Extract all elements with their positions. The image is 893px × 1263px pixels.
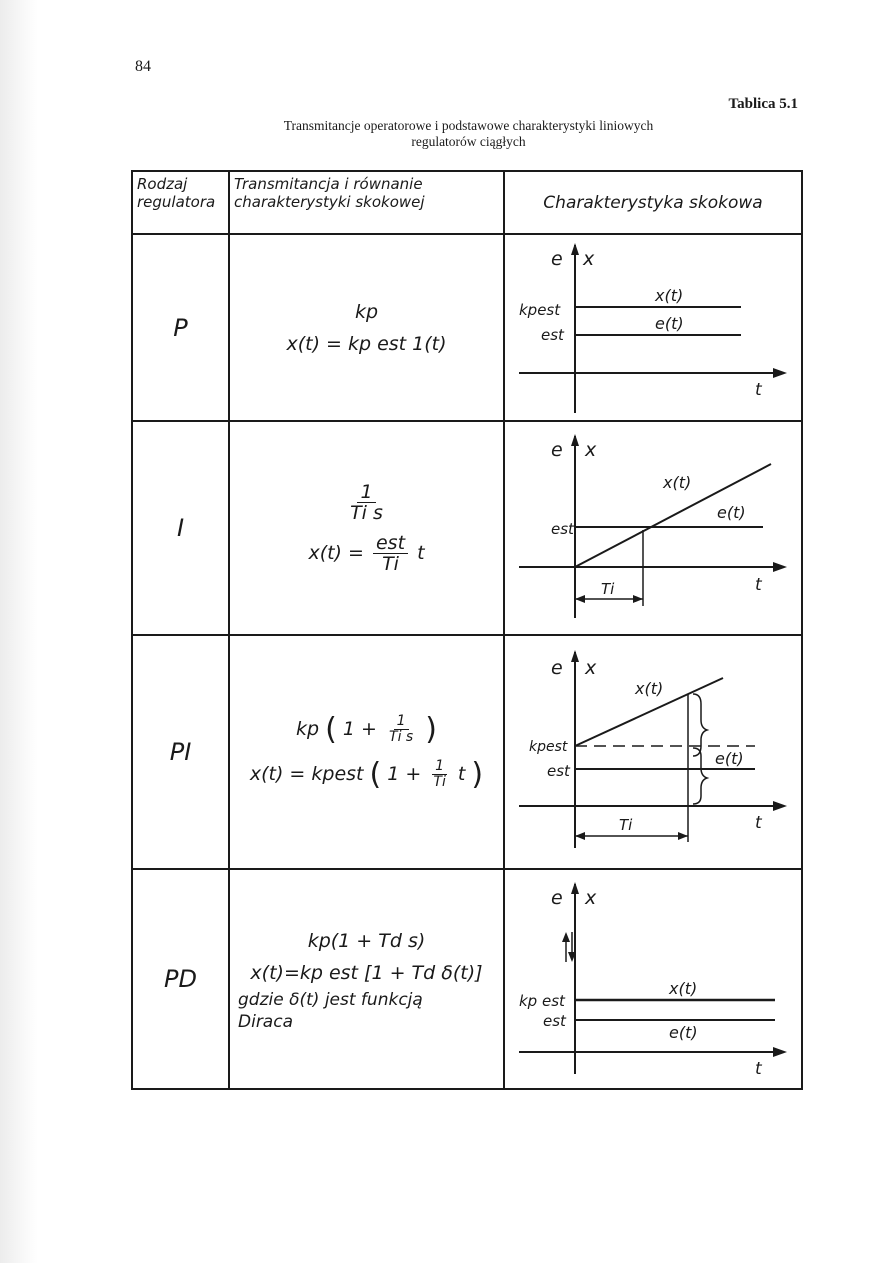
i-curve-x: x(t) <box>663 473 692 492</box>
paren-open: ( <box>369 757 382 792</box>
pi-step-chart <box>505 636 801 868</box>
row-pi-equation-num: 1 <box>432 759 447 775</box>
p-curve-x: x(t) <box>655 286 684 305</box>
row-pd-equation: x(t)=kp est [1 + Td δ(t)] <box>250 962 483 984</box>
header-step-response <box>505 172 801 235</box>
regulator-table <box>131 170 803 1090</box>
header-transfer-function <box>230 172 505 235</box>
row-i-equation-rhs: t <box>417 542 425 564</box>
i-ti-arrow-right <box>633 595 643 603</box>
header-col3: Charakterystyka skokowa <box>543 192 763 213</box>
pi-label-est: est <box>547 762 570 780</box>
pd-axis-x: x <box>585 887 597 909</box>
row-pi-type: PI <box>133 636 230 870</box>
header-col2-line2: charakterystyki skokowej <box>234 193 425 211</box>
p-axis-x: x <box>583 248 595 270</box>
row-i-equation-num: est <box>373 533 408 554</box>
paren-open: ( <box>325 712 337 747</box>
caption-line-2: regulatorów ciągłych <box>411 134 526 149</box>
row-p-transfer: kp <box>354 300 379 323</box>
i-interval-ti: Ti <box>601 580 615 598</box>
row-pi-equation-lhs: x(t) = kpest <box>249 763 364 785</box>
row-i-equation-fraction <box>373 533 408 574</box>
row-pi-chart <box>505 636 801 870</box>
p-time-arrowhead <box>773 368 787 378</box>
row-pi-equation-one: 1 + <box>387 763 422 785</box>
row-pd-note-line2: Diraca <box>238 1012 293 1032</box>
pi-axis-t: t <box>755 813 762 833</box>
row-pi-transfer-prefix: kp <box>296 718 320 740</box>
i-axis-t: t <box>755 575 762 595</box>
header-col2-line1: Transmitancja i równanie <box>234 175 423 193</box>
pi-curve-e: e(t) <box>715 749 744 768</box>
p-label-est: est <box>541 326 564 344</box>
p-axis-e: e <box>551 248 563 270</box>
pi-vertical-arrowhead <box>571 650 579 662</box>
row-pi-transfer-num: 1 <box>394 714 409 730</box>
pi-ti-arrow-left <box>575 832 585 840</box>
row-pd-type: PD <box>133 870 230 1088</box>
scan-shadow <box>0 0 38 1263</box>
row-p-type: P <box>133 235 230 422</box>
paren-close: ) <box>425 712 437 747</box>
i-vertical-arrowhead <box>571 434 579 446</box>
row-pd-note <box>238 989 423 1033</box>
i-axis-e: e <box>551 439 563 461</box>
pd-label-est: est <box>543 1012 566 1030</box>
pd-step-chart <box>505 870 801 1080</box>
i-step-chart <box>505 422 801 634</box>
row-i-type: I <box>133 422 230 636</box>
table-caption <box>200 118 737 150</box>
row-pi-transfer-one: 1 + <box>342 718 377 740</box>
i-axis-x: x <box>585 439 597 461</box>
header-col1-line1: Rodzaj <box>137 175 188 193</box>
header-regulator-type <box>133 172 230 235</box>
pi-ti-arrow-right <box>678 832 688 840</box>
page-number: 84 <box>135 58 151 75</box>
row-i-equation-den: Ti <box>382 553 399 575</box>
row-pd-chart <box>505 870 801 1088</box>
row-pi-transfer-den: Ti s <box>389 729 414 745</box>
row-i-equation-lhs: x(t) = <box>308 542 364 564</box>
row-p-chart <box>505 235 801 422</box>
row-i-transfer-fraction <box>347 482 386 523</box>
pd-curve-x: x(t) <box>669 979 698 998</box>
pd-label-kpest: kp est <box>519 992 565 1010</box>
row-pi-transfer-fraction <box>386 714 416 745</box>
pi-curve-x: x(t) <box>635 679 664 698</box>
i-ti-arrow-left <box>575 595 585 603</box>
pd-axis-e: e <box>551 887 563 909</box>
pi-time-arrowhead <box>773 801 787 811</box>
pd-axis-t: t <box>755 1059 762 1079</box>
pi-axis-e: e <box>551 657 563 679</box>
row-p-equation: x(t) = kp est 1(t) <box>286 332 447 355</box>
pd-time-arrowhead <box>773 1047 787 1057</box>
row-i-chart <box>505 422 801 636</box>
pi-axis-x: x <box>585 657 597 679</box>
caption-line-1: Transmitancje operatorowe i podstawowe charakterystyki liniowych <box>283 118 654 133</box>
row-pi-transfer <box>296 712 437 747</box>
row-pi-formulas <box>230 636 505 870</box>
pd-curve-e: e(t) <box>669 1023 698 1042</box>
table-label: Tablica 5.1 <box>728 96 798 112</box>
p-label-kpest: kpest <box>519 301 561 319</box>
pd-vertical-arrowhead <box>571 882 579 894</box>
row-i-transfer-den: Ti s <box>350 502 383 524</box>
p-step-chart <box>505 235 801 420</box>
p-vertical-arrowhead <box>571 243 579 255</box>
i-time-arrowhead <box>773 562 787 572</box>
row-i-transfer-num: 1 <box>357 482 375 503</box>
row-pi-equation-rhs: t <box>457 763 466 785</box>
row-pi-equation-den: Ti <box>433 774 446 790</box>
row-p-formulas <box>230 235 505 422</box>
row-i-formulas <box>230 422 505 636</box>
p-curve-e: e(t) <box>655 314 684 333</box>
header-col1-line2: regulatora <box>137 193 216 211</box>
row-pi-equation <box>250 757 483 792</box>
row-pd-formulas <box>230 870 505 1088</box>
i-curve-e: e(t) <box>717 503 746 522</box>
paren-close: ) <box>471 757 484 792</box>
i-label-est: est <box>551 520 574 538</box>
p-axis-t: t <box>755 380 762 400</box>
row-i-transfer <box>344 482 389 523</box>
row-i-equation <box>308 533 424 574</box>
pd-impulse-up-arrowhead <box>562 932 570 942</box>
pi-label-kpest: kpest <box>529 739 568 755</box>
row-pi-equation-fraction <box>430 759 448 790</box>
pi-interval-ti: Ti <box>619 816 633 834</box>
row-pd-note-line1: gdzie δ(t) jest funkcją <box>238 990 423 1010</box>
row-pd-transfer: kp(1 + Td s) <box>307 930 426 952</box>
